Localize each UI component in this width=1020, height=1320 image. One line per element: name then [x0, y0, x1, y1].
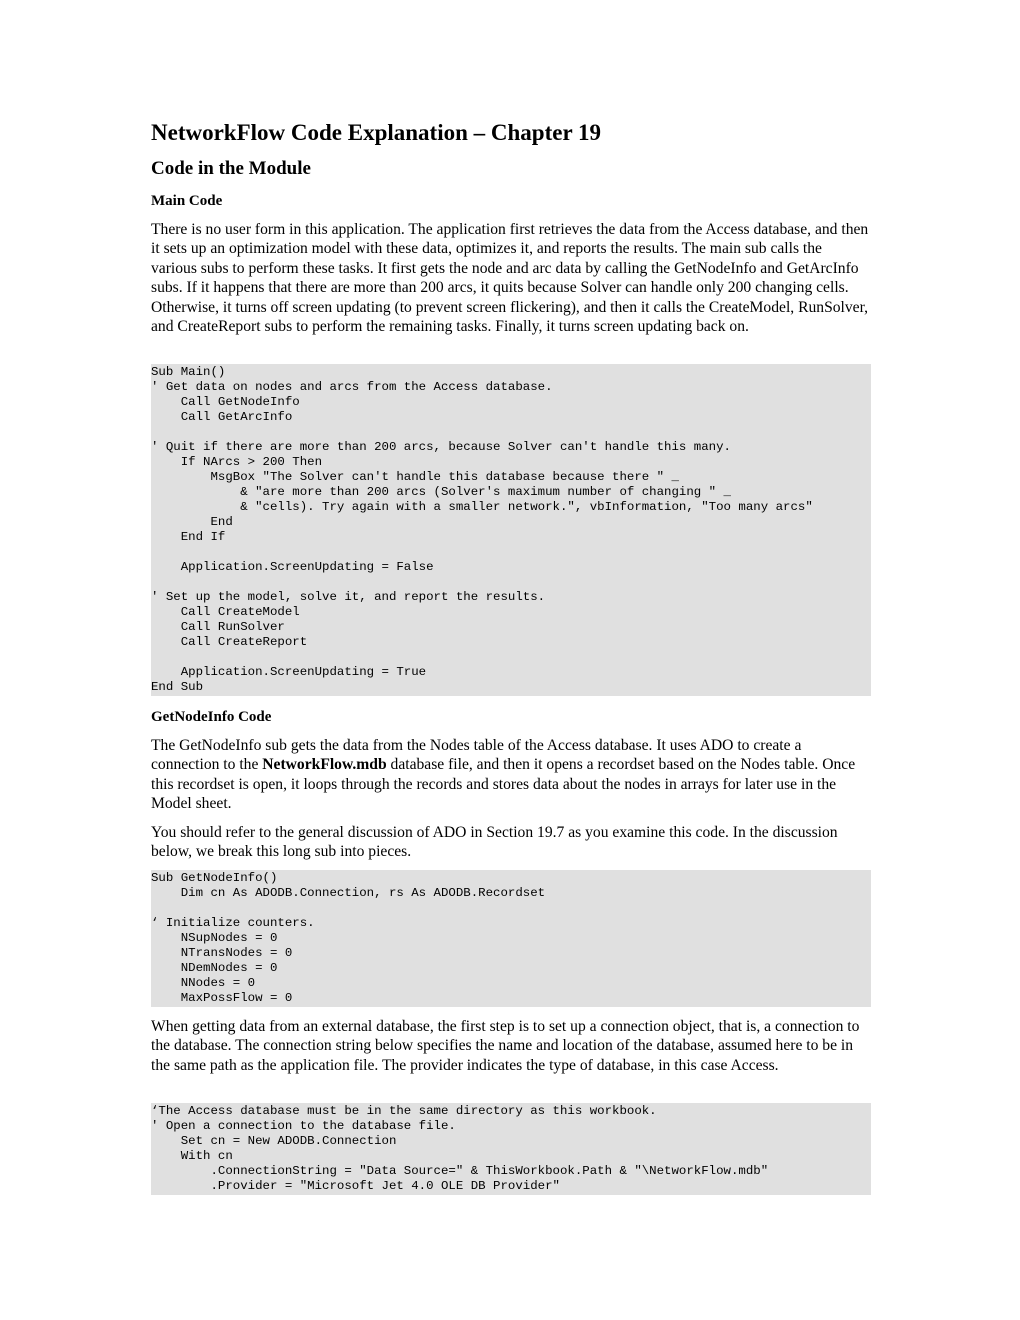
getnode-paragraph-3-block	[151, 1017, 871, 1075]
code-line: NTransNodes = 0	[151, 946, 293, 960]
code-line: ' Open a connection to the database file.	[151, 1119, 456, 1133]
main-code-heading: Main Code	[151, 193, 223, 209]
code-line: ‘ Initialize counters.	[151, 916, 315, 930]
code-line: & "cells). Try again with a smaller network.", vbInformation, "Too many arcs"	[151, 500, 813, 514]
code-line: .Provider = "Microsoft Jet 4.0 OLE DB Provider"	[151, 1179, 560, 1193]
code-line: MsgBox "The Solver can't handle this database because there " _	[151, 470, 679, 484]
code-line: MaxPossFlow = 0	[151, 991, 293, 1005]
code-line: Call GetNodeInfo	[151, 395, 300, 409]
code-line: ' Quit if there are more than 200 arcs, because Solver can't handle this many.	[151, 440, 731, 454]
main-code-heading-block	[151, 191, 871, 211]
code-line: Dim cn As ADODB.Connection, rs As ADODB.Recordset	[151, 886, 546, 900]
code-line: End	[151, 515, 233, 529]
code-line: Application.ScreenUpdating = True	[151, 665, 427, 679]
code-line: NNodes = 0	[151, 976, 256, 990]
code-line	[151, 425, 871, 440]
code-line	[151, 545, 871, 560]
code-line: Sub Main()	[151, 365, 226, 379]
database-filename: NetworkFlow.mdb	[262, 756, 387, 774]
main-code-block-wrap	[151, 364, 871, 696]
code-line: Set cn = New ADODB.Connection	[151, 1134, 397, 1148]
code-line: ' Get data on nodes and arcs from the Access database.	[151, 380, 553, 394]
code-line: & "are more than 200 arcs (Solver's maximum number of changing " _	[151, 485, 731, 499]
code-line: Call GetArcInfo	[151, 410, 293, 424]
code-line: If NArcs > 200 Then	[151, 455, 323, 469]
code-line: NSupNodes = 0	[151, 931, 278, 945]
getnode-paragraph-3: When getting data from an external database, the first step is to set up a connection object, that is, a connection to the database. The connection string below specifies the name and location of the database, assumed here to be in the same path as the application file. The provider indicates the type of database, in this case Access.	[151, 1018, 860, 1074]
code-line: ‘The Access database must be in the same directory as this workbook.	[151, 1104, 657, 1118]
getnode-para1-text-b: database file, and then it opens a recordset based on the Nodes table. Once this recordset is open, it loops through the records and stores data about the nodes in arrays for later use in the Model sheet.	[151, 756, 856, 813]
getnode-code-block	[151, 870, 871, 1007]
code-line: Call RunSolver	[151, 620, 285, 634]
getnode-heading: GetNodeInfo Code	[151, 709, 272, 725]
code-line: Call CreateReport	[151, 635, 308, 649]
code-line: End If	[151, 530, 226, 544]
getnode-paragraph-2-block	[151, 823, 871, 862]
main-code-block	[151, 364, 871, 696]
code-line: NDemNodes = 0	[151, 961, 278, 975]
document-title: NetworkFlow Code Explanation – Chapter 19	[151, 120, 602, 145]
main-paragraph-block	[151, 220, 871, 336]
main-paragraph: There is no user form in this application. The application first retrieves the data from the Access database, and then it sets up an optimization model with these data, optimizes it, and reports the results. The main sub calls the various subs to perform these tasks. It first gets the node and arc data by calling the GetNodeInfo and GetArcInfo subs. If it happens that there are more than 200 arcs, it quits because Solver can handle only 200 changing cells. Otherwise, it turns off screen updating (to prevent screen flickering), and then it calls the CreateModel, RunSolver, and CreateReport subs to perform the remaining tasks. Finally, it turns screen updating back on.	[151, 221, 869, 336]
getnode-para1-text-a: The GetNodeInfo sub gets the data from the Nodes table of the Access database. It uses ADO to create a connection to the	[151, 737, 802, 774]
code-line	[151, 650, 871, 665]
code-line: Application.ScreenUpdating = False	[151, 560, 434, 574]
getnode-code-block-wrap	[151, 870, 871, 1007]
getnode-paragraph-1	[151, 736, 871, 814]
getnode-heading-block	[151, 707, 871, 727]
code-line: With cn	[151, 1149, 233, 1163]
code-line: Sub GetNodeInfo()	[151, 871, 278, 885]
code-line: End Sub	[151, 680, 204, 694]
getnode-paragraph-1-block	[151, 736, 871, 814]
code-line: Call CreateModel	[151, 605, 300, 619]
section-heading: Code in the Module	[151, 158, 311, 179]
code-line	[151, 901, 871, 916]
code-line	[151, 575, 871, 590]
getnode-paragraph-2: You should refer to the general discussion of ADO in Section 19.7 as you examine this code. In the discussion below, we break this long sub into pieces.	[151, 824, 838, 861]
connection-code-block-wrap	[151, 1103, 871, 1195]
connection-code-block	[151, 1103, 871, 1195]
code-line: .ConnectionString = "Data Source=" & ThisWorkbook.Path & "\NetworkFlow.mdb"	[151, 1164, 769, 1178]
code-line: ' Set up the model, solve it, and report the results.	[151, 590, 546, 604]
